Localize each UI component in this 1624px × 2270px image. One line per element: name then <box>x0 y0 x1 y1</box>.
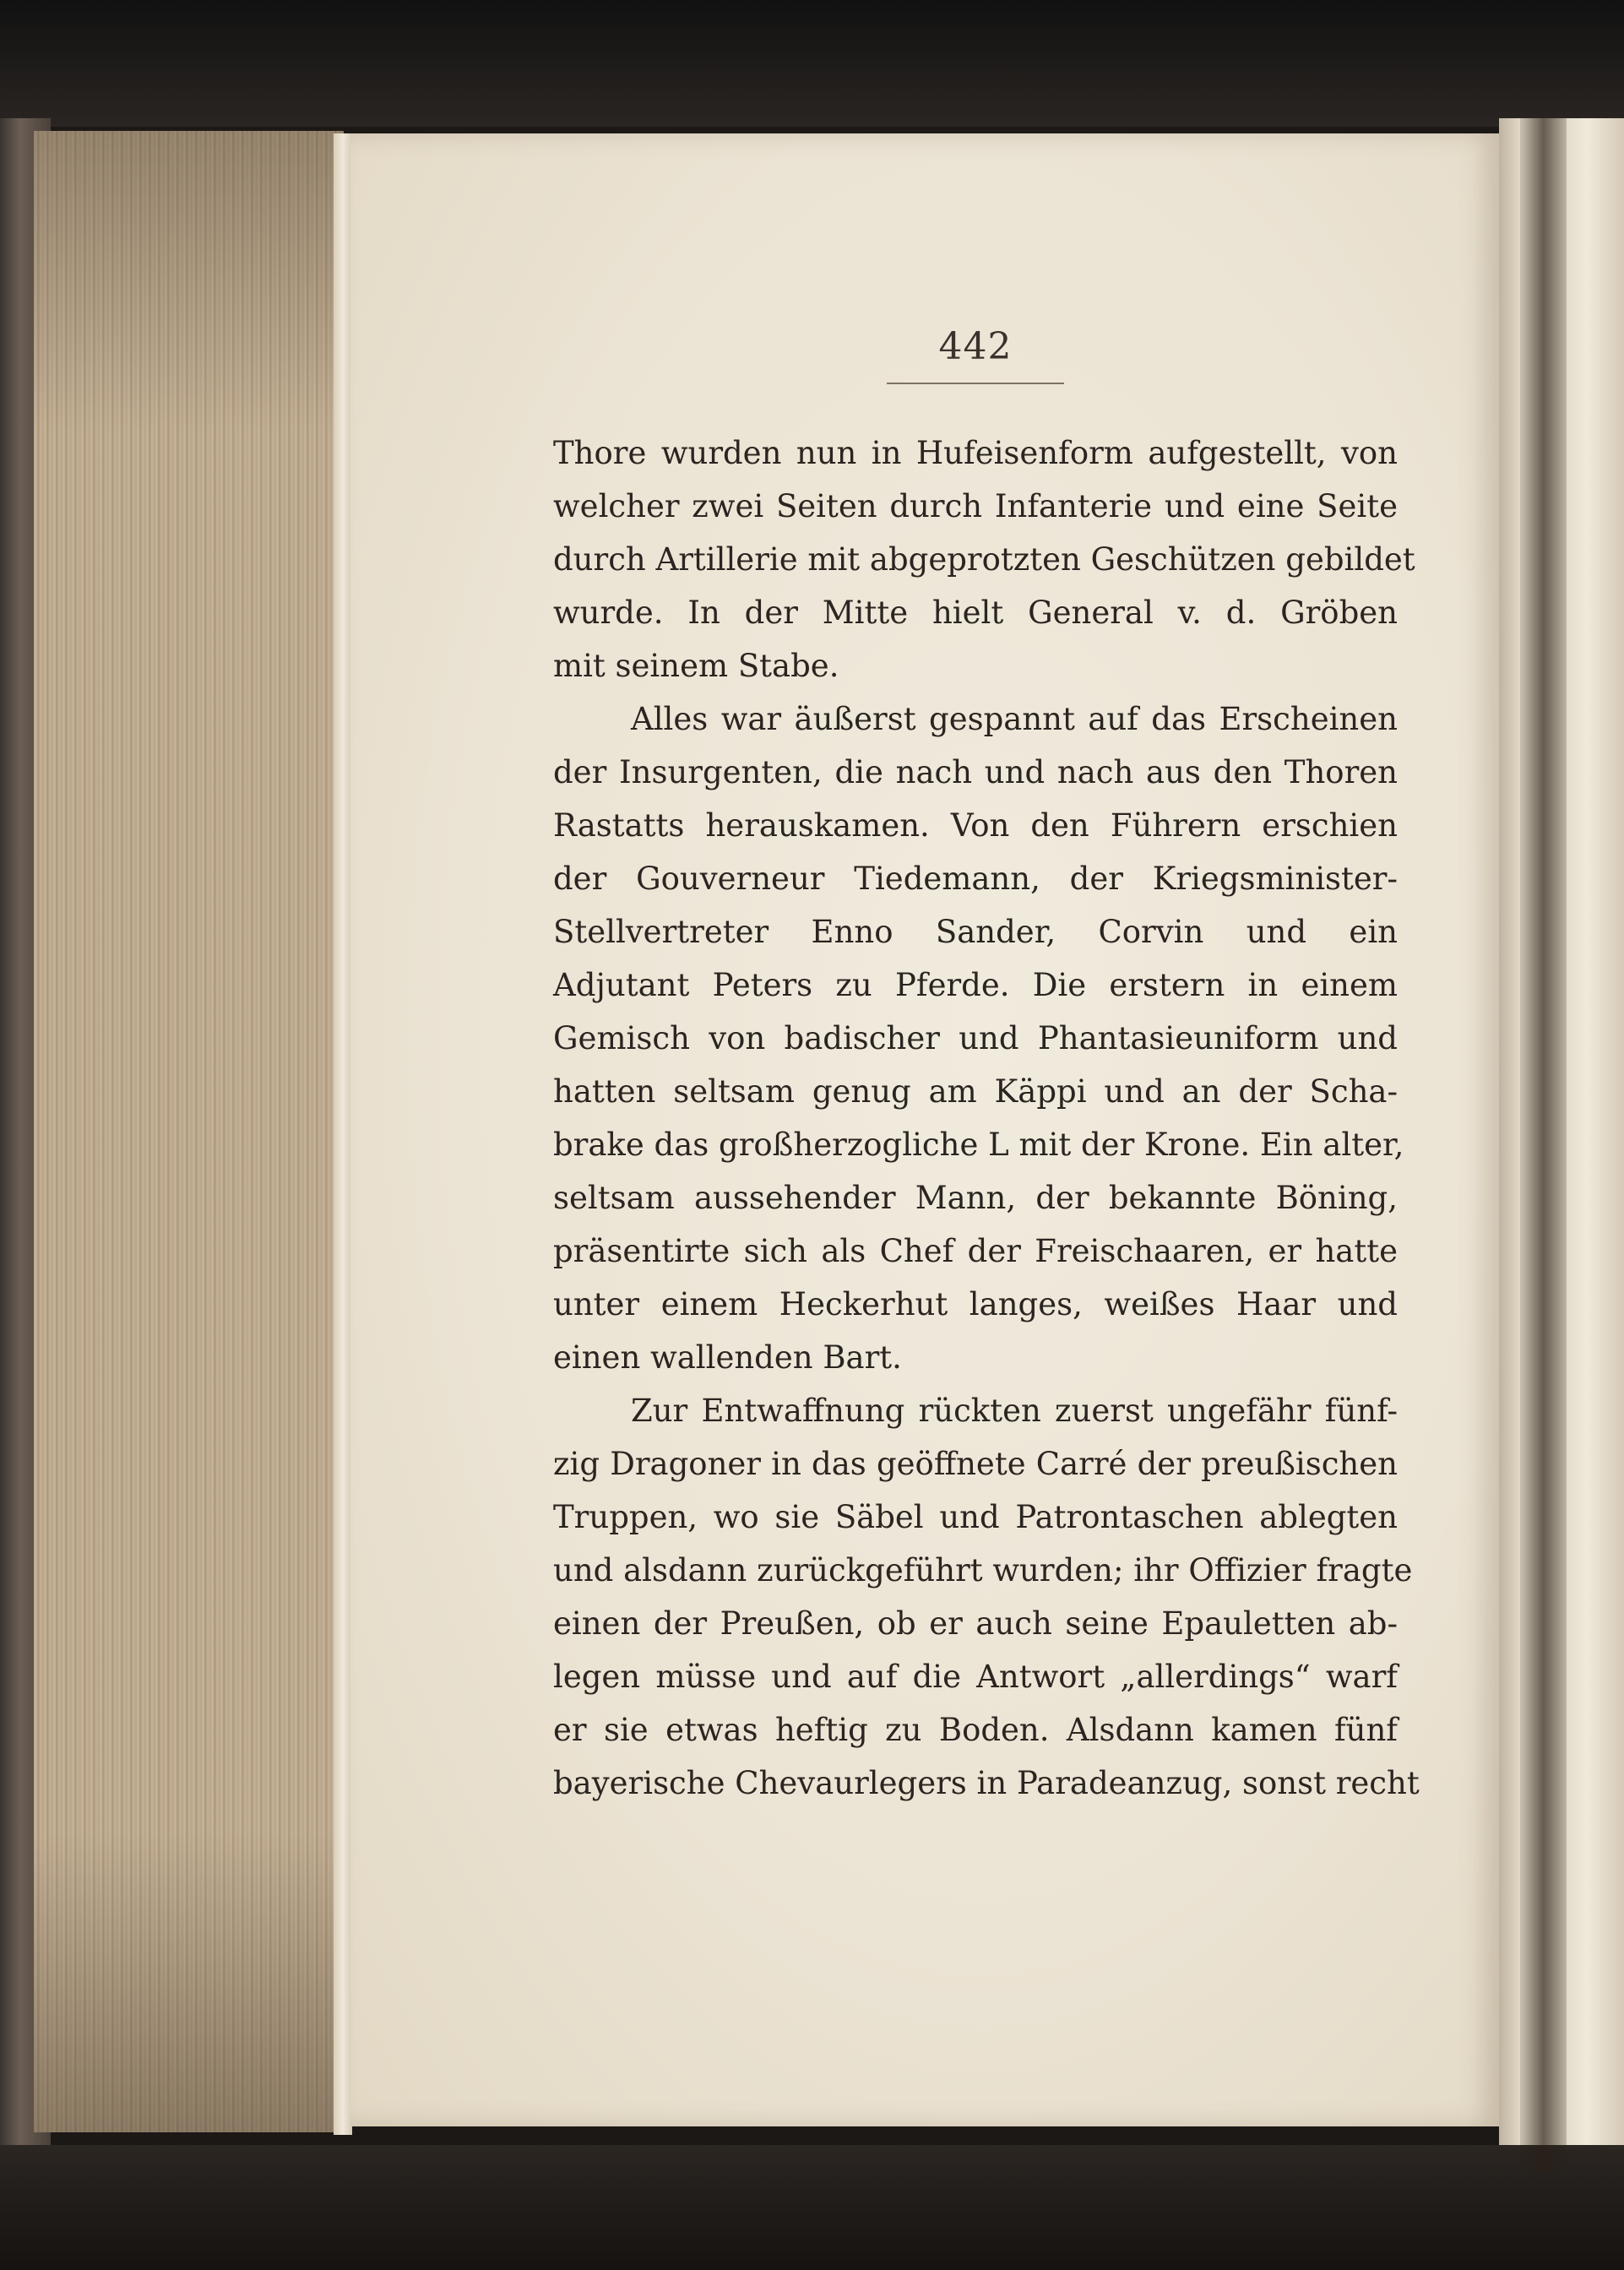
text-line: seltsam aussehender Mann, der bekannte Böning, <box>553 1180 1398 1216</box>
text-line: zig Dragoner in das geöffnete Carré der preußischen <box>553 1446 1398 1482</box>
text-line: wurde. In der Mitte hielt General v. d. Gröben <box>553 595 1398 631</box>
text-line: Stellvertreter Enno Sander, Corvin und ein <box>553 914 1398 950</box>
body-text <box>553 426 1420 1810</box>
text-line: präsentirte sich als Chef der Freischaaren, er hatte <box>553 1233 1398 1269</box>
text-line: durch Artillerie mit abgeprotzten Geschützen gebildet <box>553 541 1415 578</box>
text-line: legen müsse und auf die Antwort „allerdings“ warf <box>553 1659 1398 1695</box>
text-line: und alsdann zurückgeführt wurden; ihr Offizier fragte <box>553 1552 1413 1588</box>
text-line: unter einem Heckerhut langes, weißes Haar und <box>553 1286 1398 1322</box>
page-number: 442 <box>938 325 1013 368</box>
header-rule <box>887 383 1064 384</box>
text-line: Zur Entwaffnung rückten zuerst ungefähr fünf- <box>631 1393 1398 1429</box>
text-line: einen wallenden Bart. <box>553 1339 902 1376</box>
background-top <box>0 0 1624 127</box>
text-line: brake das großherzogliche L mit der Krone. Ein alter, <box>553 1127 1404 1163</box>
text-line: welcher zwei Seiten durch Infanterie und eine Seite <box>553 488 1398 524</box>
page-block-shading <box>34 131 342 2132</box>
text-line: Truppen, wo sie Säbel und Patrontaschen ablegten <box>553 1499 1398 1535</box>
text-line: hatten seltsam genug am Käppi und an der Scha- <box>553 1073 1398 1110</box>
book-gutter <box>1520 118 1567 2170</box>
text-line: mit seinem Stabe. <box>553 648 839 684</box>
text-line: Gemisch von badischer und Phantasieuniform und <box>553 1020 1398 1056</box>
text-line: bayerische Chevaurlegers in Paradeanzug, sonst recht <box>553 1765 1420 1801</box>
page-curl-edge <box>334 133 352 2135</box>
text-line: einen der Preußen, ob er auch seine Epauletten ab- <box>553 1605 1398 1642</box>
text-line: der Gouverneur Tiedemann, der Kriegsminister- <box>553 861 1398 897</box>
text-line: Rastatts herauskamen. Von den Führern erschien <box>553 807 1398 844</box>
text-line: Thore wurden nun in Hufeisenform aufgestellt, von <box>553 435 1398 471</box>
text-line: der Insurgenten, die nach und nach aus den Thoren <box>553 754 1398 790</box>
text-line: er sie etwas heftig zu Boden. Alsdann kamen fünf <box>553 1712 1398 1748</box>
text-line: Adjutant Peters zu Pferde. Die erstern in einem <box>553 967 1398 1003</box>
text-line: Alles war äußerst gespannt auf das Erscheinen <box>631 701 1398 737</box>
background-bottom <box>0 2145 1624 2270</box>
